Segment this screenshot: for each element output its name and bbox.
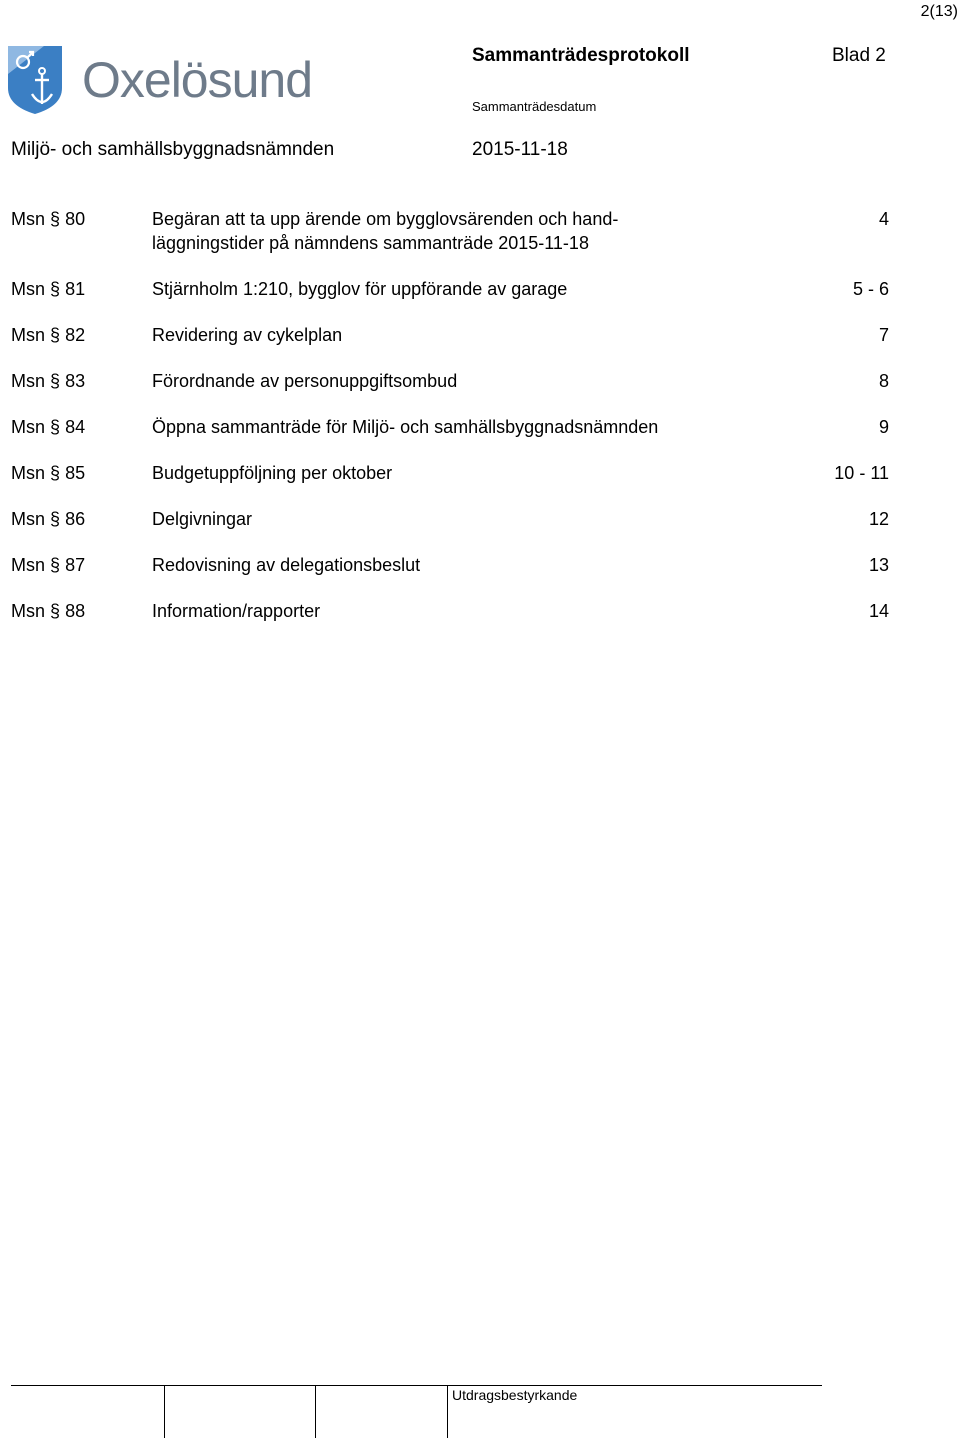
- item-id: Msn § 85: [11, 463, 86, 483]
- coat-of-arms-icon: [6, 44, 64, 116]
- item-pages: 4: [878, 209, 889, 229]
- item-pages: 8: [878, 371, 889, 391]
- toc-item: [11, 507, 889, 553]
- item-pages: 9: [878, 417, 889, 437]
- item-id: Msn § 82: [11, 325, 86, 345]
- meeting-date-label: Sammanträdesdatum: [472, 99, 597, 114]
- item-id: Msn § 80: [11, 209, 86, 229]
- toc-item: [11, 207, 889, 277]
- certification-label: Utdragsbestyrkande: [452, 1387, 578, 1403]
- committee-name: Miljö- och samhällsbyggnadsnämnden: [11, 139, 335, 160]
- protocol-title: Sammanträdesprotokoll: [472, 45, 690, 66]
- signature-box-divider: [164, 1386, 165, 1438]
- item-title: Förordnande av personuppgiftsombud: [152, 371, 458, 391]
- item-title: Begäran att ta upp ärende om bygglovsärenden och hand- läggningstider på nämndens sammanträde 2015-11-18: [152, 209, 619, 253]
- item-title: Revidering av cykelplan: [152, 325, 343, 345]
- municipality-logo: [6, 44, 318, 116]
- footer-rule: [11, 1385, 822, 1386]
- item-title: Delgivningar: [152, 509, 253, 529]
- toc-item: [11, 461, 889, 507]
- item-pages: 12: [868, 509, 889, 529]
- toc-item: [11, 323, 889, 369]
- signature-box-divider: [315, 1386, 316, 1438]
- meeting-date: 2015-11-18: [472, 139, 568, 160]
- toc-item: [11, 415, 889, 461]
- item-pages: 14: [868, 601, 889, 621]
- item-id: Msn § 87: [11, 555, 86, 575]
- signature-box-divider: [447, 1386, 448, 1438]
- item-id: Msn § 81: [11, 279, 86, 299]
- sheet-number: Blad 2: [832, 45, 886, 66]
- item-title: Budgetuppföljning per oktober: [152, 463, 393, 483]
- item-pages: 10 - 11: [834, 463, 889, 483]
- item-title: Redovisning av delegationsbeslut: [152, 555, 421, 575]
- logo-wordmark: Oxelösund: [82, 52, 313, 108]
- page-indicator: 2(13): [920, 3, 958, 20]
- toc-item: [11, 277, 889, 323]
- item-title: Information/rapporter: [152, 601, 321, 621]
- item-pages: 5 - 6: [852, 279, 889, 299]
- item-title: Öppna sammanträde för Miljö- och samhällsbyggnadsnämnden: [152, 417, 659, 437]
- toc-item: [11, 553, 889, 599]
- item-id: Msn § 84: [11, 417, 86, 437]
- item-id: Msn § 88: [11, 601, 86, 621]
- toc-item: [11, 369, 889, 415]
- item-id: Msn § 83: [11, 371, 86, 391]
- item-pages: 7: [878, 325, 889, 345]
- item-id: Msn § 86: [11, 509, 86, 529]
- item-pages: 13: [868, 555, 889, 575]
- item-title: Stjärnholm 1:210, bygglov för uppförande av garage: [152, 279, 568, 299]
- table-of-contents: [11, 207, 889, 645]
- toc-item: [11, 599, 889, 645]
